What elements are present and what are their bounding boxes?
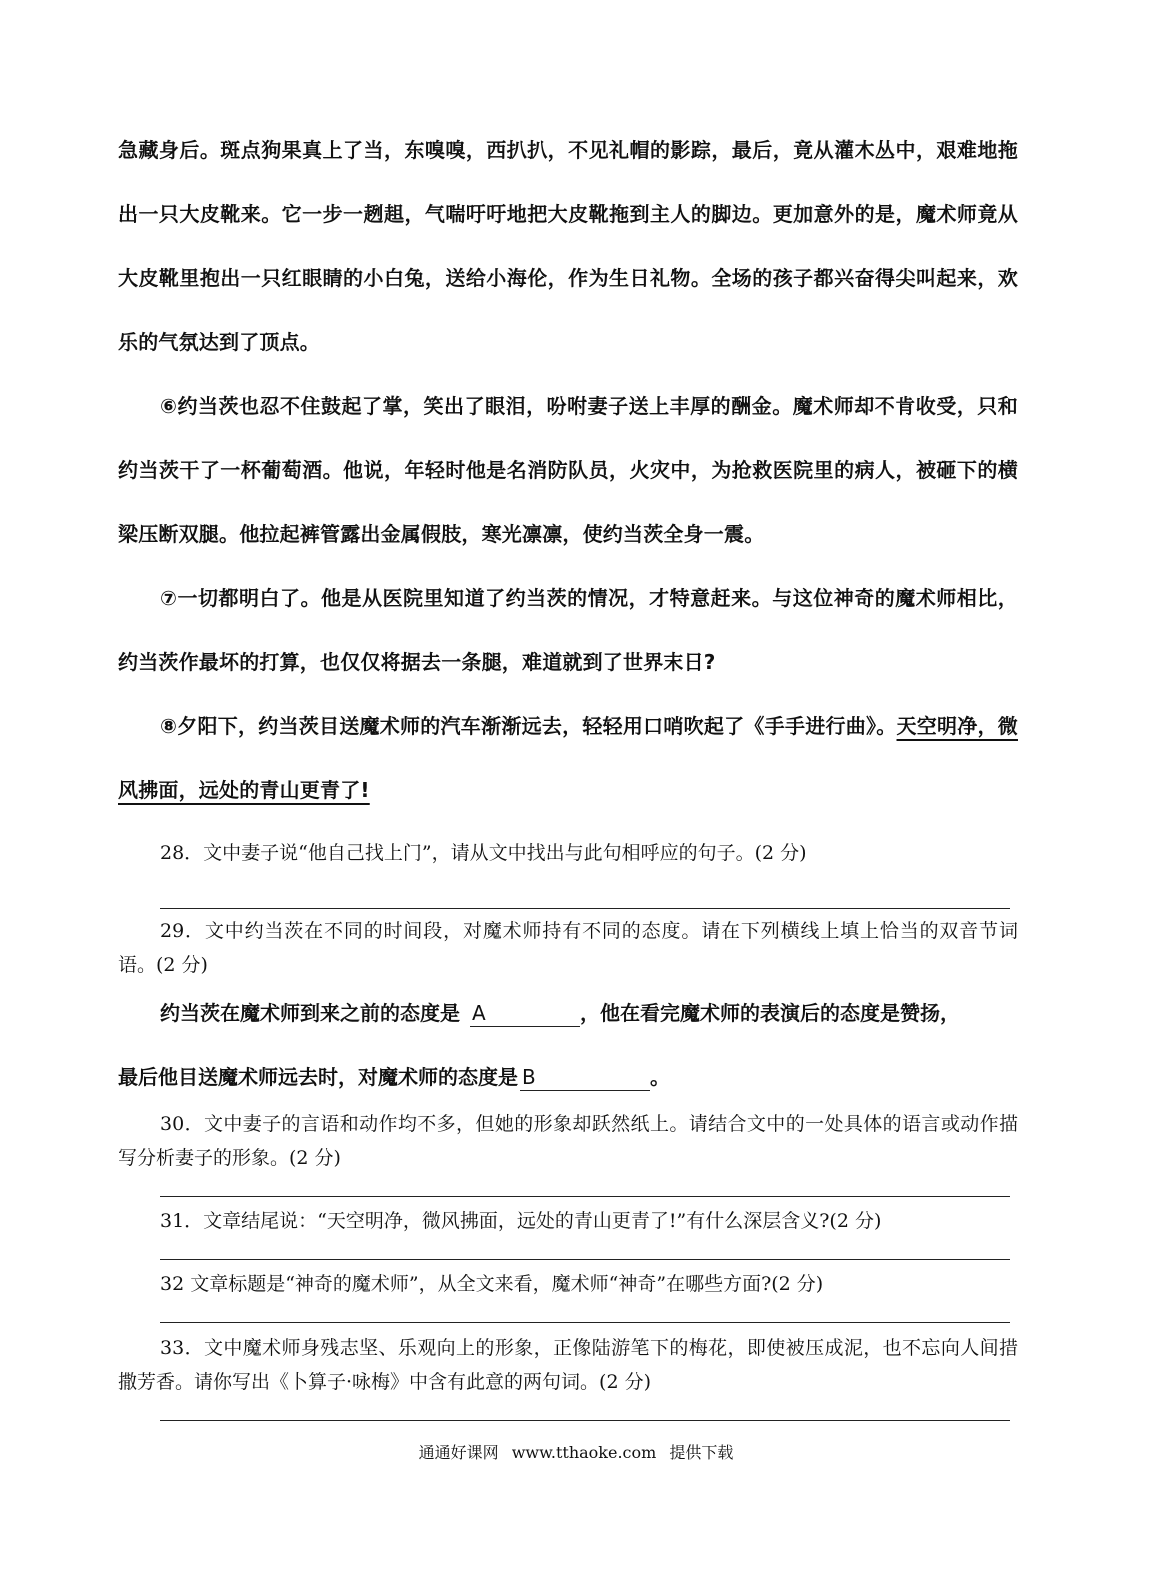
question-31: 31．文章结尾说：“天空明净，微风拂面，远处的青山更青了!”有什么深层含义?(2 分): [160, 1210, 882, 1232]
paragraph-8: [118, 694, 1018, 822]
blank-b[interactable]: B: [520, 1064, 650, 1091]
answer-line-31[interactable]: [160, 1259, 1010, 1260]
fill-text-4: 。: [650, 1065, 670, 1089]
paragraph-continued: 急藏身后。斑点狗果真上了当，东嗅嗅，西扒扒，不见礼帽的影踪，最后，竟从灌木丛中，艰难地拖出一只大皮靴来。它一步一趔趄，气喘吁吁地把大皮靴拖到主人的脚边。更加意外的是，魔术师竟从大皮靴里抱出一只红眼睛的小白兔，送给小海伦，作为生日礼物。全场的孩子都兴奋得尖叫起来，欢乐的气氛达到了顶点。: [118, 138, 1018, 354]
answer-line-28[interactable]: [160, 908, 1010, 909]
question-28: 28．文中妻子说“他自己找上门”，请从文中找出与此句相呼应的句子。(2 分): [160, 842, 807, 864]
answer-line-30[interactable]: [160, 1196, 1010, 1197]
footer-tagline: 提供下载: [669, 1443, 734, 1462]
paragraph-7: ⑦一切都明白了。他是从医院里知道了约当茨的情况，才特意赶来。与这位神奇的魔术师相比，约当茨作最坏的打算，也仅仅将据去一条腿，难道就到了世界末日?: [118, 586, 1018, 674]
question-33: 33．文中魔术师身残志坚、乐观向上的形象，正像陆游笔下的梅花，即使被压成泥，也不忘向人间措撒芳香。请你写出《卜算子·咏梅》中含有此意的两句词。(2 分): [118, 1337, 1018, 1393]
question-29: 29．文中约当茨在不同的时间段，对魔术师持有不同的态度。请在下列横线上填上恰当的双音节词语。(2 分): [118, 920, 1018, 976]
footer-site-name: 通通好课网: [418, 1443, 499, 1462]
fill-text-2: ，他在看完魔术师的表演后的态度是赞扬，: [580, 1001, 960, 1025]
paragraph-6: ⑥约当茨也忍不住鼓起了掌，笑出了眼泪，吩咐妻子送上丰厚的酬金。魔术师却不肯收受，只和约当茨干了一杯葡萄酒。他说，年轻时他是名消防队员，火灾中，为抢救医院里的病人，被砸下的横梁压断双腿。他拉起裤管露出金属假肢，寒光凛凛，使约当茨全身一震。: [118, 394, 1018, 546]
answer-line-33[interactable]: [160, 1420, 1010, 1421]
blank-a[interactable]: A: [470, 1000, 580, 1027]
paragraph-8-text: ⑧夕阳下，约当茨目送魔术师的汽车渐渐远去，轻轻用口哨吹起了《手手进行曲》。: [160, 714, 897, 738]
fill-text-3: 最后他目送魔术师远去时，对魔术师的态度是: [118, 1065, 518, 1089]
paragraph-8-underlined-sentence: 天空明净，微风拂面，远处的青山更青了!: [118, 714, 1018, 802]
footer-url[interactable]: www.tthaoke.com: [511, 1443, 657, 1462]
fill-line-2: [118, 1062, 1018, 1092]
page-footer: [0, 1438, 1152, 1468]
question-32: 32 文章标题是“神奇的魔术师”，从全文来看，魔术师“神奇”在哪些方面?(2 分): [160, 1273, 824, 1295]
fill-text-1: 约当茨在魔术师到来之前的态度是: [160, 1001, 460, 1025]
answer-line-32[interactable]: [160, 1322, 1010, 1323]
fill-line-1: [118, 998, 1018, 1028]
question-30: 30．文中妻子的言语和动作均不多，但她的形象却跃然纸上。请结合文中的一处具体的语言或动作描写分析妻子的形象。(2 分): [118, 1113, 1018, 1169]
